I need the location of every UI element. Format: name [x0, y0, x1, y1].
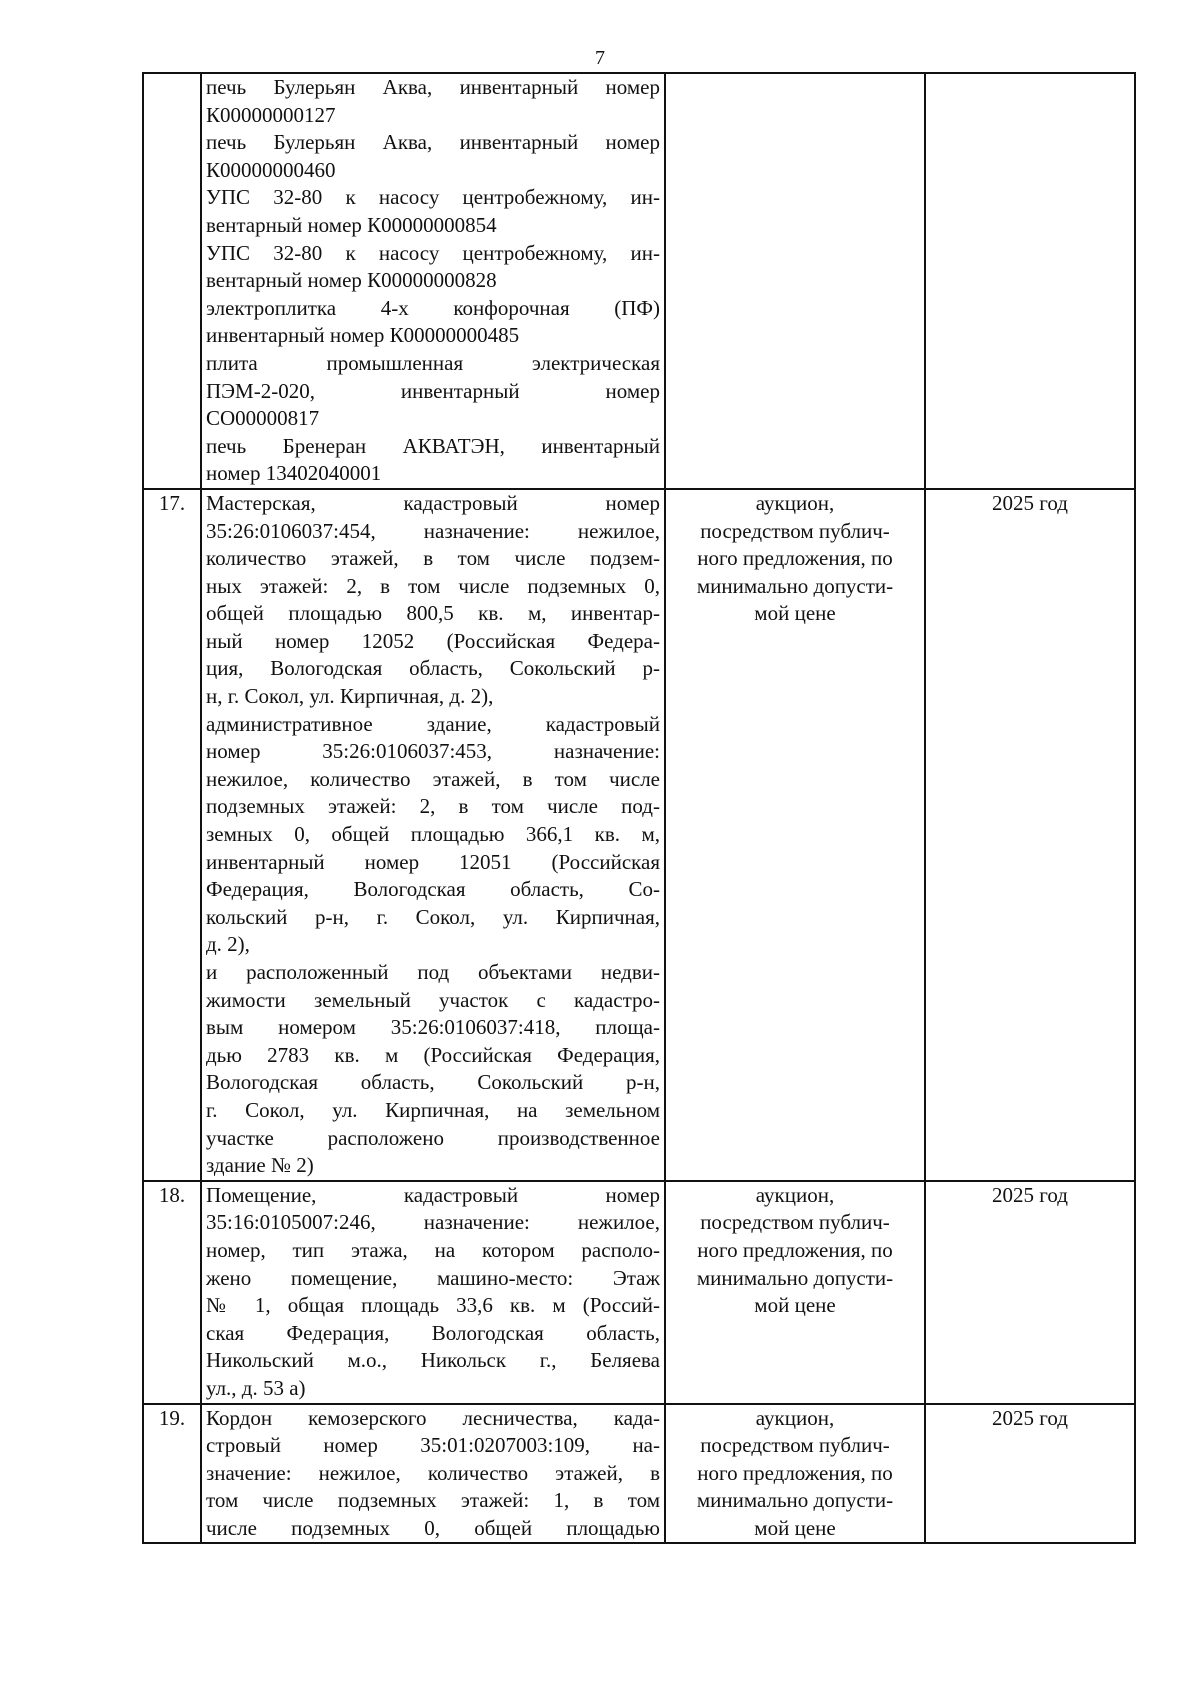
row-number: 17. — [143, 489, 201, 1181]
description-line: вым номером 35:26:0106037:418, площа- — [206, 1015, 660, 1040]
sale-method-line: посредством публич- — [700, 518, 890, 543]
page-number: 7 — [595, 47, 605, 69]
sale-method-line: минимально допусти- — [696, 573, 894, 598]
description-line: электроплитка 4-х конфорочная (ПФ) — [206, 295, 660, 320]
sale-method — [665, 73, 925, 489]
sale-year: 2025 год — [925, 489, 1135, 1181]
sale-method-line: мой цене — [754, 601, 836, 626]
row-number: 19. — [143, 1404, 201, 1544]
description-line: ных этажей: 2, в том числе подземных 0, — [206, 573, 660, 598]
description-line: жимости земельный участок с кадастро- — [206, 987, 660, 1012]
description-line: д. 2), — [206, 932, 250, 957]
property-description — [201, 1404, 665, 1544]
row-number: 18. — [143, 1181, 201, 1404]
sale-method — [665, 489, 925, 1181]
description-line: участке расположено производственное — [206, 1125, 660, 1150]
property-table — [142, 72, 1136, 1544]
sale-method-line: ного предложения, по — [697, 1460, 893, 1485]
description-line: ный номер 12052 (Российская Федера- — [206, 628, 660, 653]
sale-method — [665, 1404, 925, 1544]
property-description — [201, 73, 665, 489]
sale-method-line: аукцион, — [755, 490, 835, 515]
sale-year: 2025 год — [925, 1404, 1135, 1544]
description-line: К00000000460 — [206, 157, 336, 182]
description-line: нежилое, количество этажей, в том числе — [206, 766, 660, 791]
description-line: Мастерская, кадастровый номер — [206, 490, 660, 515]
description-line: Кордон кемозерского лесничества, када- — [206, 1405, 660, 1430]
description-line: общей площадью 800,5 кв. м, инвентар- — [206, 601, 660, 626]
description-line: ция, Вологодская область, Сокольский р- — [206, 656, 660, 681]
description-line: печь Бренеран АКВАТЭН, инвентарный — [206, 433, 660, 458]
description-line: и расположенный под объектами недви- — [206, 960, 660, 984]
description-line: К00000000127 — [206, 102, 336, 127]
sale-method-line: минимально допусти- — [696, 1265, 894, 1290]
description-line: вентарный номер К00000000854 — [206, 212, 497, 237]
description-line: кольский р-н, г. Сокол, ул. Кирпичная, — [206, 904, 660, 929]
description-line: № 1, общая площадь 33,6 кв. м (Россий- — [206, 1293, 660, 1318]
description-line: Никольский м.о., Никольск г., Беляева — [206, 1348, 660, 1373]
table-row — [143, 1181, 1135, 1404]
description-line: плита промышленная электрическая — [206, 350, 660, 375]
description-line: земных 0, общей площадью 366,1 кв. м, — [206, 822, 660, 847]
description-line: печь Булерьян Аква, инвентарный номер — [206, 75, 660, 99]
description-line: Федерация, Вологодская область, Со- — [206, 877, 660, 902]
sale-method — [665, 1181, 925, 1404]
description-line: инвентарный номер 12051 (Российская — [206, 849, 660, 874]
description-line: вентарный номер К00000000828 — [206, 268, 497, 293]
description-line: Помещение, кадастровый номер — [206, 1182, 660, 1207]
sale-method-line: аукцион, — [755, 1182, 835, 1207]
sale-method-line: ного предложения, по — [697, 1237, 893, 1262]
sale-method-line: посредством публич- — [700, 1210, 890, 1235]
description-line: 35:16:0105007:246, назначение: нежилое, — [206, 1210, 660, 1235]
table-row — [143, 1404, 1135, 1544]
table-row — [143, 489, 1135, 1181]
description-line: 35:26:0106037:454, назначение: нежилое, — [206, 518, 660, 543]
description-line: номер 13402040001 — [206, 461, 382, 486]
description-line: значение: нежилое, количество этажей, в — [206, 1460, 660, 1485]
sale-year: 2025 год — [925, 1181, 1135, 1404]
sale-method-line: мой цене — [754, 1515, 836, 1540]
description-line: дью 2783 кв. м (Российская Федерация, — [206, 1042, 660, 1067]
description-line: числе подземных 0, общей площадью — [206, 1515, 660, 1540]
table-row — [143, 73, 1135, 489]
description-line: г. Сокол, ул. Кирпичная, на земельном — [206, 1097, 660, 1122]
description-line: печь Булерьян Аква, инвентарный номер — [206, 130, 660, 155]
description-line: Вологодская область, Сокольский р-н, — [206, 1070, 660, 1095]
sale-method-line: посредством публич- — [700, 1433, 890, 1458]
description-line: ул., д. 53 а) — [206, 1375, 306, 1400]
description-line: СО00000817 — [206, 406, 320, 431]
description-line: УПС 32-80 к насосу центробежному, ин- — [206, 240, 660, 265]
description-line: ПЭМ-2-020, инвентарный номер — [206, 378, 660, 403]
sale-method-line: мой цене — [754, 1293, 836, 1318]
property-description — [201, 1181, 665, 1404]
description-line: инвентарный номер К00000000485 — [206, 323, 520, 348]
description-line: номер, тип этажа, на котором располо- — [206, 1237, 660, 1262]
description-line: жено помещение, машино-место: Этаж — [206, 1265, 660, 1290]
sale-method-line: аукцион, — [755, 1405, 835, 1430]
description-line: н, г. Сокол, ул. Кирпичная, д. 2), — [206, 684, 494, 709]
property-description — [201, 489, 665, 1181]
description-line: здание № 2) — [206, 1153, 314, 1178]
sale-method-line: минимально допусти- — [696, 1488, 894, 1513]
description-line: ская Федерация, Вологодская область, — [206, 1320, 660, 1345]
description-line: административное здание, кадастровый — [206, 711, 660, 736]
description-line: том числе подземных этажей: 1, в том — [206, 1488, 660, 1513]
description-line: подземных этажей: 2, в том числе под- — [206, 794, 660, 819]
description-line: УПС 32-80 к насосу центробежному, ин- — [206, 185, 660, 210]
description-line: количество этажей, в том числе подзем- — [206, 546, 660, 571]
row-number — [143, 73, 201, 489]
sale-year — [925, 73, 1135, 489]
sale-method-line: ного предложения, по — [697, 546, 893, 571]
description-line: номер 35:26:0106037:453, назначение: — [206, 739, 660, 764]
description-line: стровый номер 35:01:0207003:109, на- — [206, 1433, 660, 1458]
